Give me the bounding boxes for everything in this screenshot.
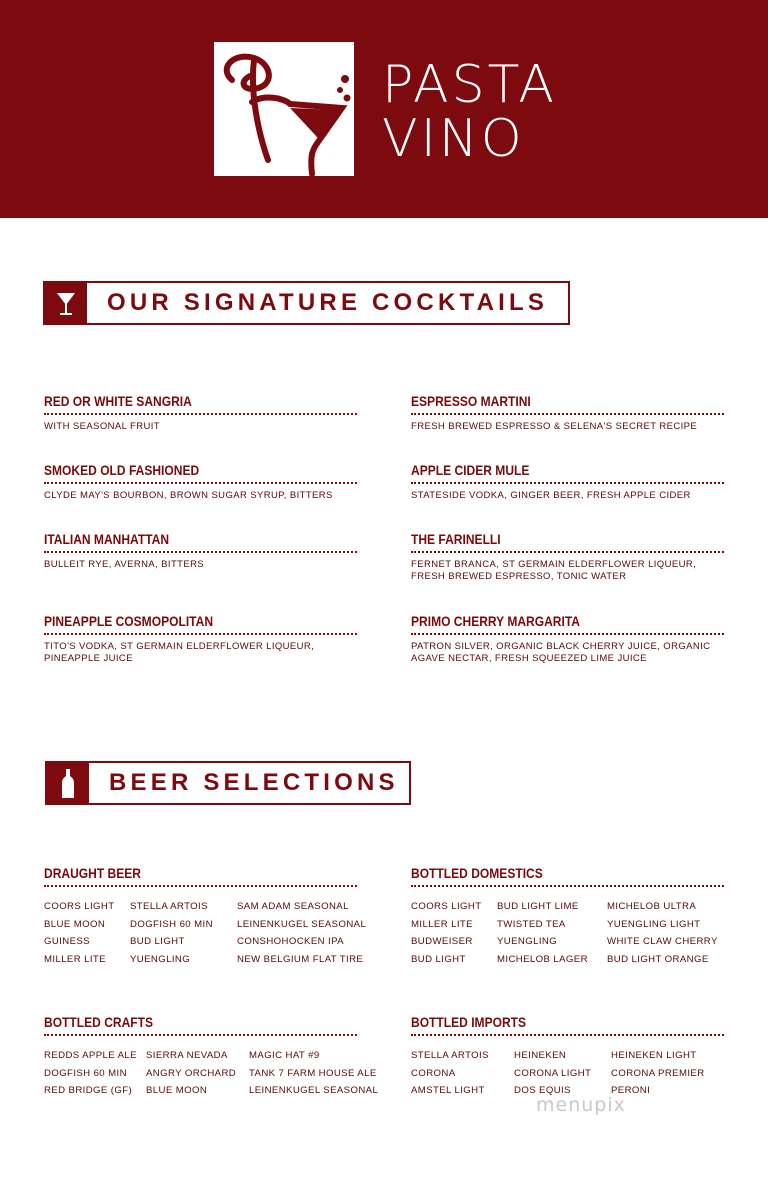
- cocktail-item: [44, 613, 357, 665]
- dotted-rule: [411, 633, 724, 635]
- beer-section-heading: BOTTLED DOMESTICS: [411, 865, 543, 881]
- cocktail-name: RED OR WHITE SANGRIA: [44, 393, 192, 409]
- cocktail-desc: FRESH BREWED ESPRESSO & SELENA'S SECRET RECIPE: [411, 421, 698, 432]
- cocktail-item: [44, 531, 357, 571]
- beer-item: BUD LIGHT: [411, 953, 466, 965]
- beer-item: BUD LIGHT LIME: [497, 901, 579, 912]
- cocktail-item: [44, 393, 357, 433]
- beer-item: BLUE MOON: [146, 1085, 208, 1096]
- cocktail-desc: FERNET BRANCA, ST GERMAIN ELDERFLOWER LIQUEUR, FRESH BREWED ESPRESSO, TONIC WATER: [411, 559, 697, 582]
- beer-item: MICHELOB LAGER: [497, 953, 588, 965]
- beer-item: WHITE CLAW CHERRY: [607, 936, 718, 947]
- beer-item: STELLA ARTOIS: [130, 901, 208, 912]
- beer-item: BUDWEISER: [411, 936, 473, 947]
- cocktail-item: [411, 531, 724, 583]
- beer-item: COORS LIGHT: [411, 901, 482, 912]
- cocktail-name: ESPRESSO MARTINI: [411, 393, 531, 409]
- dotted-rule: [411, 413, 724, 415]
- cocktail-desc: PATRON SILVER, ORGANIC BLACK CHERRY JUICE, ORGANIC AGAVE NECTAR, FRESH SQUEEZED LIME JUICE: [411, 641, 711, 664]
- beer-item: HEINEKEN: [514, 1050, 567, 1061]
- cocktail-name: PRIMO CHERRY MARGARITA: [411, 613, 581, 629]
- dotted-rule: [44, 551, 357, 553]
- beer-item: PERONI: [611, 1085, 651, 1096]
- cocktail-name: SMOKED OLD FASHIONED: [44, 462, 200, 478]
- watermark: menupix: [536, 1094, 626, 1116]
- beer-item: SIERRA NEVADA: [146, 1050, 228, 1061]
- dotted-rule: [411, 551, 724, 553]
- beer-section-heading: BOTTLED IMPORTS: [411, 1014, 527, 1030]
- beer-item: MICHELOB ULTRA: [607, 901, 697, 912]
- beer-item: MILLER LITE: [411, 918, 473, 930]
- dotted-rule: [44, 1034, 357, 1036]
- dotted-rule: [411, 885, 724, 887]
- dotted-rule: [44, 633, 357, 635]
- cocktail-item: [411, 393, 724, 433]
- beer-item: CORONA: [411, 1067, 456, 1079]
- beer-item: TWISTED TEA: [497, 918, 566, 930]
- beer-item: CORONA LIGHT: [514, 1067, 592, 1079]
- beer-item: LEINENKUGEL SEASONAL: [249, 1085, 379, 1096]
- beer-item: REDDS APPLE ALE: [44, 1050, 137, 1061]
- dotted-rule: [44, 482, 357, 484]
- dotted-rule: [44, 885, 357, 887]
- beer-item: CORONA PREMIER: [611, 1067, 705, 1079]
- cocktail-desc: BULLEIT RYE, AVERNA, BITTERS: [44, 559, 205, 570]
- beer-item: ANGRY ORCHARD: [146, 1067, 237, 1079]
- cocktail-name: APPLE CIDER MULE: [411, 462, 530, 478]
- beer-item: YUENGLING LIGHT: [607, 918, 701, 930]
- beer-item: BUD LIGHT: [130, 936, 185, 947]
- beer-item: DOGFISH 60 MIN: [130, 918, 213, 930]
- beer-section-heading: DRAUGHT BEER: [44, 865, 141, 881]
- beer-item: TANK 7 FARM HOUSE ALE: [249, 1067, 377, 1079]
- brand-name: [382, 55, 557, 169]
- beer-item: MAGIC HAT #9: [249, 1050, 320, 1061]
- beer-item: GUINESS: [44, 936, 90, 947]
- beer-section-imports: [411, 1014, 724, 1036]
- beer-section-crafts: [44, 1014, 357, 1036]
- cocktail-desc: WITH SEASONAL FRUIT: [44, 421, 160, 432]
- logo-mark: [214, 42, 354, 176]
- beer-item: RED BRIDGE (GF): [44, 1085, 133, 1096]
- beer-item: NEW BELGIUM FLAT TIRE: [237, 953, 364, 965]
- beer-item: CONSHOHOCKEN IPA: [237, 936, 344, 947]
- beer-banner: [45, 761, 411, 805]
- cocktail-item: [411, 613, 724, 665]
- beer-item: YUENGLING: [497, 936, 558, 947]
- beer-item: DOGFISH 60 MIN: [44, 1067, 127, 1079]
- beer-section-draught: [44, 865, 357, 887]
- dotted-rule: [44, 413, 357, 415]
- beer-item: AMSTEL LIGHT: [411, 1085, 485, 1096]
- cocktail-name: ITALIAN MANHATTAN: [44, 531, 170, 547]
- beer-item: BUD LIGHT ORANGE: [607, 953, 709, 965]
- brand-line-2: VINO: [382, 109, 525, 169]
- beer-item: YUENGLING: [130, 953, 191, 965]
- cocktail-item: [411, 462, 724, 502]
- cocktail-desc: TITO'S VODKA, ST GERMAIN ELDERFLOWER LIQUEUR, PINEAPPLE JUICE: [44, 641, 315, 664]
- dotted-rule: [411, 482, 724, 484]
- wine-glass-icon: [214, 42, 354, 176]
- dotted-rule: [411, 1034, 724, 1036]
- beer-item: COORS LIGHT: [44, 901, 115, 912]
- beer-item: DOS EQUIS: [514, 1085, 571, 1096]
- cocktail-name: PINEAPPLE COSMOPOLITAN: [44, 613, 214, 629]
- beer-item: BLUE MOON: [44, 918, 106, 930]
- beer-item: HEINEKEN LIGHT: [611, 1050, 697, 1061]
- cocktail-desc: CLYDE MAY'S BOURBON, BROWN SUGAR SYRUP, BITTERS: [44, 490, 333, 501]
- beer-item: MILLER LITE: [44, 953, 106, 965]
- beer-item: STELLA ARTOIS: [411, 1050, 489, 1061]
- beer-item: SAM ADAM SEASONAL: [237, 901, 349, 912]
- brand-line-1: PASTA: [382, 55, 557, 115]
- cocktail-item: [44, 462, 357, 502]
- beer-item: LEINENKUGEL SEASONAL: [237, 918, 367, 930]
- header-band: [0, 0, 768, 218]
- beer-section-domestics: [411, 865, 724, 887]
- cocktail-name: THE FARINELLI: [411, 531, 501, 547]
- beer-section-heading: BOTTLED CRAFTS: [44, 1014, 154, 1030]
- cocktails-banner: [43, 281, 570, 325]
- cocktail-desc: STATESIDE VODKA, GINGER BEER, FRESH APPLE CIDER: [411, 490, 691, 501]
- beer-title: BEER SELECTIONS: [109, 769, 399, 796]
- martini-icon: [45, 283, 87, 323]
- cocktails-title: OUR SIGNATURE COCKTAILS: [107, 289, 549, 316]
- beer-bottle-icon: [47, 763, 89, 803]
